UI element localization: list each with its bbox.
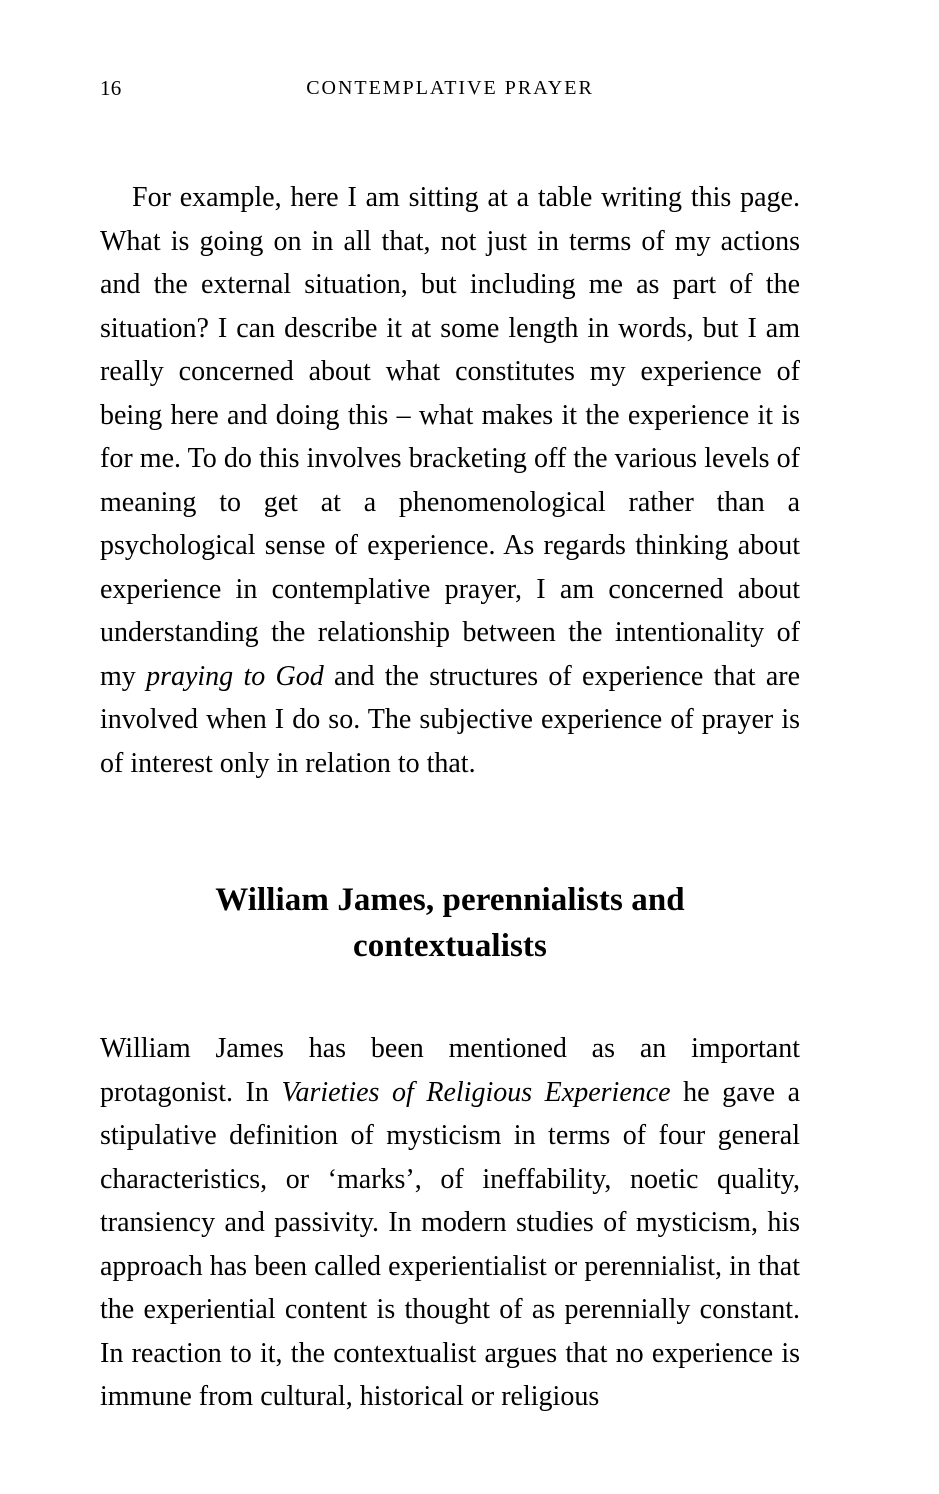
running-head bbox=[100, 74, 800, 114]
paragraph-first-run-3: and the structures of experience that are involved when I do so. The subjective experience of prayer is of interest only in relation to that. bbox=[100, 660, 801, 779]
spacer-body-to-heading bbox=[100, 785, 800, 877]
paragraph-second bbox=[100, 1027, 800, 1419]
paragraph-first-italic-phrase: praying to God bbox=[146, 660, 324, 692]
section-heading-line-2: contextualists bbox=[353, 928, 547, 964]
paragraph-first bbox=[100, 176, 800, 785]
paragraph-second-run-1: William James has been mentioned as an important protagonist. In bbox=[100, 1033, 800, 1108]
spacer-heading-to-body bbox=[100, 969, 800, 1027]
page-number: 16 bbox=[100, 76, 122, 100]
paragraph-second-italic-title: Varieties of Religious Experience bbox=[281, 1076, 671, 1108]
paragraph-second-run-3: he gave a stipulative definition of mysticism in terms of four general characteristics, or ‘marks’, of ineffability, noetic quality, transiency and passivity. In modern studies of mysticism, his approach has been called experientialist or perennialist, in that the experiential content is thought of as perennially constant. In reaction to it, the contextualist argues that no experience is immune from cultural, historical or religious bbox=[100, 1076, 801, 1412]
spacer-head-to-body bbox=[100, 114, 800, 176]
paragraph-first-run-1: For example, here I am sitting at a table writing this page. What is going on in all that, not just in terms of my actions and the external situation, but including me as part of the situation? I can describe it at some length in words, but I am really concerned about what constitutes my experience of being here and doing this – what makes it the experience it is for me. To do this involves bracketing off the various levels of meaning to get at a phenomenological rather than a psychological sense of experience. As regards thinking about experience in contemplative prayer, I am concerned about understanding the relationship between the intentionality of my bbox=[100, 182, 800, 692]
page-content-column bbox=[100, 0, 800, 1419]
section-heading bbox=[100, 877, 800, 969]
running-head-title: CONTEMPLATIVE PRAYER bbox=[306, 77, 594, 99]
section-heading-line-1: William James, perennialists and bbox=[215, 882, 685, 918]
